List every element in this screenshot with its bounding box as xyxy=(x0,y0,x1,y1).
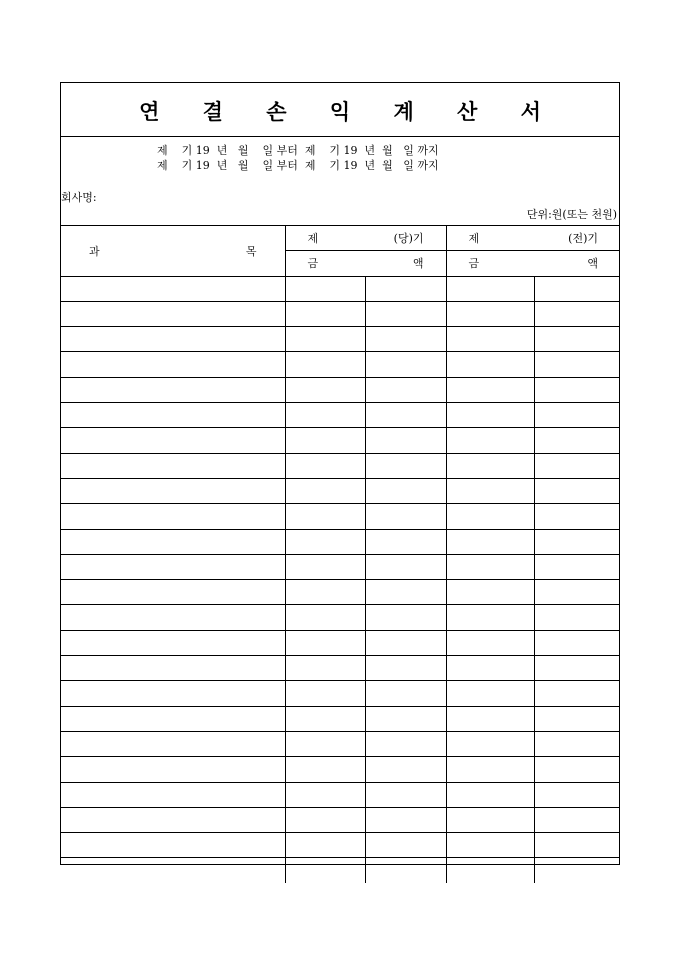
item-cell[interactable] xyxy=(61,807,285,832)
table-row xyxy=(61,630,620,655)
current-b-cell[interactable] xyxy=(365,807,446,832)
current-a-cell[interactable] xyxy=(285,478,365,503)
item-cell[interactable] xyxy=(61,301,285,326)
prior-b-cell[interactable] xyxy=(534,833,620,858)
period-line-prior: 제 기 19 년 월 일 부터 제 기 19 년 월 일 까지 xyxy=(157,159,439,172)
prior-a-cell[interactable] xyxy=(446,276,534,301)
item-cell[interactable] xyxy=(61,757,285,782)
current-b-cell[interactable] xyxy=(365,681,446,706)
current-b-cell[interactable] xyxy=(365,478,446,503)
prior-b-cell[interactable] xyxy=(534,529,620,554)
current-a-cell[interactable] xyxy=(285,807,365,832)
current-amount-left: 금 xyxy=(307,257,319,271)
prior-a-cell[interactable] xyxy=(446,681,534,706)
item-cell[interactable] xyxy=(61,782,285,807)
prior-b-cell[interactable] xyxy=(534,681,620,706)
item-cell[interactable] xyxy=(61,276,285,301)
current-a-cell[interactable] xyxy=(285,757,365,782)
table-row xyxy=(61,327,620,352)
prior-b-cell[interactable] xyxy=(534,605,620,630)
prior-b-cell[interactable] xyxy=(534,453,620,478)
prior-a-cell[interactable] xyxy=(446,377,534,402)
table-row xyxy=(61,276,620,301)
current-a-cell[interactable] xyxy=(285,681,365,706)
item-cell[interactable] xyxy=(61,403,285,428)
current-a-cell[interactable] xyxy=(285,580,365,605)
current-period-header xyxy=(285,226,446,251)
item-cell[interactable] xyxy=(61,580,285,605)
current-a-cell[interactable] xyxy=(285,833,365,858)
table-row xyxy=(61,782,620,807)
current-b-cell[interactable] xyxy=(365,352,446,377)
table-row xyxy=(61,656,620,681)
table-row xyxy=(61,529,620,554)
current-b-cell[interactable] xyxy=(365,757,446,782)
page-title: 연 결 손 익 계 산 서 xyxy=(139,99,559,124)
item-cell[interactable] xyxy=(61,352,285,377)
prior-amount-right: 액 xyxy=(587,257,598,271)
current-b-cell[interactable] xyxy=(365,327,446,352)
item-cell[interactable] xyxy=(61,554,285,579)
item-cell[interactable] xyxy=(61,377,285,402)
table-row xyxy=(61,731,620,756)
item-cell[interactable] xyxy=(61,605,285,630)
current-a-cell[interactable] xyxy=(285,554,365,579)
current-b-cell[interactable] xyxy=(365,554,446,579)
table-row xyxy=(61,554,620,579)
prior-period-prefix: 제 xyxy=(468,232,480,246)
title-box xyxy=(61,83,619,137)
prior-b-cell[interactable] xyxy=(534,327,620,352)
table-row xyxy=(61,301,620,326)
current-amount-right: 액 xyxy=(412,257,424,271)
company-name-label: 회사명: xyxy=(61,191,97,204)
table-row xyxy=(61,580,620,605)
prior-a-cell[interactable] xyxy=(446,833,534,858)
prior-b-cell[interactable] xyxy=(534,656,620,681)
prior-a-cell[interactable] xyxy=(446,403,534,428)
item-header-cell xyxy=(61,226,285,277)
prior-b-cell[interactable] xyxy=(534,858,620,883)
item-cell[interactable] xyxy=(61,327,285,352)
current-b-cell[interactable] xyxy=(365,580,446,605)
prior-a-cell[interactable] xyxy=(446,605,534,630)
table-row xyxy=(61,858,620,883)
statement-table xyxy=(61,225,620,883)
prior-b-cell[interactable] xyxy=(534,630,620,655)
current-a-cell[interactable] xyxy=(285,377,365,402)
table-row xyxy=(61,428,620,453)
table-row xyxy=(61,681,620,706)
prior-a-cell[interactable] xyxy=(446,630,534,655)
prior-a-cell[interactable] xyxy=(446,327,534,352)
table-row xyxy=(61,453,620,478)
current-period-prefix: 제 xyxy=(307,232,319,246)
current-a-cell[interactable] xyxy=(285,352,365,377)
current-a-cell[interactable] xyxy=(285,656,365,681)
item-cell[interactable] xyxy=(61,858,285,883)
prior-a-cell[interactable] xyxy=(446,529,534,554)
current-b-cell[interactable] xyxy=(365,605,446,630)
prior-b-cell[interactable] xyxy=(534,403,620,428)
current-period-suffix: (당)기 xyxy=(393,232,424,246)
prior-a-cell[interactable] xyxy=(446,656,534,681)
current-a-cell[interactable] xyxy=(285,276,365,301)
prior-a-cell[interactable] xyxy=(446,428,534,453)
current-a-cell[interactable] xyxy=(285,403,365,428)
current-b-cell[interactable] xyxy=(365,504,446,529)
prior-b-cell[interactable] xyxy=(534,757,620,782)
prior-b-cell[interactable] xyxy=(534,782,620,807)
prior-b-cell[interactable] xyxy=(534,504,620,529)
current-b-cell[interactable] xyxy=(365,656,446,681)
current-b-cell[interactable] xyxy=(365,782,446,807)
period-line-current: 제 기 19 년 월 일 부터 제 기 19 년 월 일 까지 xyxy=(157,144,439,157)
item-cell[interactable] xyxy=(61,681,285,706)
table-row xyxy=(61,706,620,731)
prior-amount-left: 금 xyxy=(468,257,480,271)
item-header-right: 목 xyxy=(245,244,257,258)
current-b-cell[interactable] xyxy=(365,403,446,428)
current-b-cell[interactable] xyxy=(365,453,446,478)
prior-b-cell[interactable] xyxy=(534,276,620,301)
prior-b-cell[interactable] xyxy=(534,301,620,326)
prior-b-cell[interactable] xyxy=(534,580,620,605)
table-row xyxy=(61,352,620,377)
prior-a-cell[interactable] xyxy=(446,504,534,529)
item-cell[interactable] xyxy=(61,478,285,503)
prior-b-cell[interactable] xyxy=(534,731,620,756)
current-a-cell[interactable] xyxy=(285,605,365,630)
table-row xyxy=(61,605,620,630)
current-b-cell[interactable] xyxy=(365,630,446,655)
prior-a-cell[interactable] xyxy=(446,301,534,326)
current-b-cell[interactable] xyxy=(365,706,446,731)
item-cell[interactable] xyxy=(61,706,285,731)
prior-b-cell[interactable] xyxy=(534,807,620,832)
current-a-cell[interactable] xyxy=(285,301,365,326)
item-cell[interactable] xyxy=(61,731,285,756)
item-cell[interactable] xyxy=(61,428,285,453)
current-b-cell[interactable] xyxy=(365,276,446,301)
item-cell[interactable] xyxy=(61,504,285,529)
table-row xyxy=(61,403,620,428)
current-a-cell[interactable] xyxy=(285,327,365,352)
prior-a-cell[interactable] xyxy=(446,580,534,605)
prior-b-cell[interactable] xyxy=(534,554,620,579)
unit-label: 단위:원(또는 천원) xyxy=(526,208,617,221)
current-b-cell[interactable] xyxy=(365,833,446,858)
current-b-cell[interactable] xyxy=(365,731,446,756)
prior-b-cell[interactable] xyxy=(534,478,620,503)
prior-a-cell[interactable] xyxy=(446,706,534,731)
current-b-cell[interactable] xyxy=(365,301,446,326)
income-statement-form xyxy=(60,82,620,865)
prior-a-cell[interactable] xyxy=(446,453,534,478)
current-amount-header xyxy=(285,251,446,276)
prior-a-cell[interactable] xyxy=(446,478,534,503)
current-b-cell[interactable] xyxy=(365,428,446,453)
prior-b-cell[interactable] xyxy=(534,352,620,377)
prior-b-cell[interactable] xyxy=(534,377,620,402)
prior-period-header xyxy=(446,226,620,251)
table-row xyxy=(61,478,620,503)
prior-a-cell[interactable] xyxy=(446,731,534,756)
table-row xyxy=(61,504,620,529)
current-a-cell[interactable] xyxy=(285,428,365,453)
prior-b-cell[interactable] xyxy=(534,428,620,453)
item-cell[interactable] xyxy=(61,453,285,478)
table-row xyxy=(61,807,620,832)
prior-a-cell[interactable] xyxy=(446,782,534,807)
current-a-cell[interactable] xyxy=(285,630,365,655)
current-a-cell[interactable] xyxy=(285,858,365,883)
prior-period-suffix: (전)기 xyxy=(568,232,598,246)
prior-a-cell[interactable] xyxy=(446,858,534,883)
item-cell[interactable] xyxy=(61,529,285,554)
current-b-cell[interactable] xyxy=(365,529,446,554)
current-a-cell[interactable] xyxy=(285,529,365,554)
current-a-cell[interactable] xyxy=(285,453,365,478)
header-row-1 xyxy=(61,226,620,251)
item-cell[interactable] xyxy=(61,656,285,681)
prior-a-cell[interactable] xyxy=(446,807,534,832)
prior-a-cell[interactable] xyxy=(446,554,534,579)
prior-a-cell[interactable] xyxy=(446,757,534,782)
table-row xyxy=(61,833,620,858)
prior-a-cell[interactable] xyxy=(446,352,534,377)
current-a-cell[interactable] xyxy=(285,706,365,731)
table-row xyxy=(61,377,620,402)
current-a-cell[interactable] xyxy=(285,731,365,756)
current-a-cell[interactable] xyxy=(285,782,365,807)
current-b-cell[interactable] xyxy=(365,858,446,883)
current-a-cell[interactable] xyxy=(285,504,365,529)
prior-amount-header xyxy=(446,251,620,276)
prior-b-cell[interactable] xyxy=(534,706,620,731)
table-row xyxy=(61,757,620,782)
item-cell[interactable] xyxy=(61,630,285,655)
current-b-cell[interactable] xyxy=(365,377,446,402)
item-header-left: 과 xyxy=(89,244,100,258)
item-cell[interactable] xyxy=(61,833,285,858)
